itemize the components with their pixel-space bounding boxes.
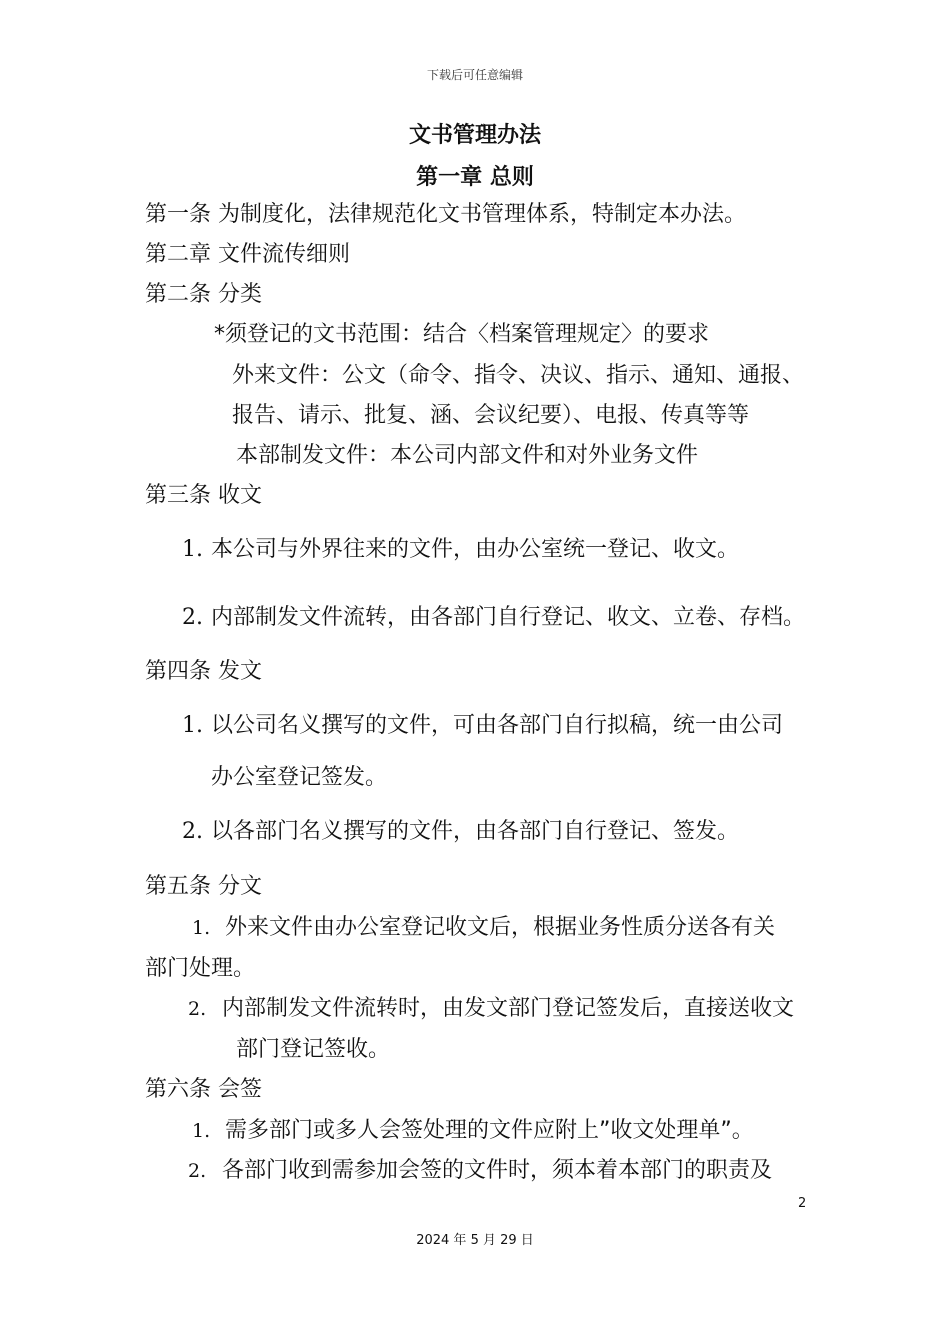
article-2-internal: 本部制发文件：本公司内部文件和对外业务文件 bbox=[236, 443, 699, 468]
article-5-item-1-continued: 部门处理。 bbox=[145, 956, 256, 981]
article-2-heading: 第二条 分类 bbox=[145, 282, 262, 307]
article-6-item-1-number: 1. bbox=[192, 1120, 211, 1142]
article-3-item-1-text: 本公司与外界往来的文件，由办公室统一登记、收文。 bbox=[211, 537, 740, 562]
page-number: 2 bbox=[798, 1196, 807, 1211]
article-4-item-1-continued: 办公室登记签发。 bbox=[211, 765, 388, 790]
article-3-item-1-number: 1. bbox=[182, 537, 203, 562]
article-3-heading: 第三条 收文 bbox=[145, 483, 262, 508]
article-4-item-2-number: 2. bbox=[182, 819, 203, 844]
article-5-heading: 第五条 分文 bbox=[145, 874, 262, 899]
article-1: 第一条 为制度化，法律规范化文书管理体系，特制定本办法。 bbox=[145, 202, 746, 227]
article-6-item-1-text: 需多部门或多人会签处理的文件应附上”收文处理单”。 bbox=[225, 1118, 754, 1143]
document-title: 文书管理办法 bbox=[408, 123, 541, 148]
article-6-heading: 第六条 会签 bbox=[145, 1077, 262, 1102]
article-2-scope: *须登记的文书范围：结合〈档案管理规定〉的要求 bbox=[214, 322, 710, 347]
article-3-item-2-number: 2. bbox=[182, 605, 203, 630]
article-4-item-2-text: 以各部门名义撰写的文件，由各部门自行登记、签发。 bbox=[211, 819, 740, 844]
article-6-item-2-text: 各部门收到需参加会签的文件时，须本着本部门的职责及 bbox=[222, 1158, 773, 1183]
article-4-item-1-number: 1. bbox=[182, 713, 203, 738]
chapter-1-heading: 第一章 总则 bbox=[416, 165, 534, 190]
article-5-item-2-number: 2. bbox=[188, 998, 207, 1020]
article-6-item-2-number: 2. bbox=[188, 1160, 207, 1182]
footer-date: 2024 年 5 月 29 日 bbox=[416, 1233, 534, 1248]
article-4-heading: 第四条 发文 bbox=[145, 659, 262, 684]
article-5-item-1-text: 外来文件由办公室登记收文后，根据业务性质分送各有关 bbox=[225, 915, 776, 940]
article-2-external-line-1: 外来文件：公文（命令、指令、决议、指示、通知、通报、 bbox=[232, 363, 805, 388]
article-4-item-1-text: 以公司名义撰写的文件，可由各部门自行拟稿，统一由公司 bbox=[211, 713, 784, 738]
article-2-external-line-2: 报告、请示、批复、涵、会议纪要）、电报、传真等等 bbox=[232, 403, 750, 428]
article-5-item-2-continued: 部门登记签收。 bbox=[236, 1037, 391, 1062]
header-note: 下载后可任意编辑 bbox=[426, 68, 523, 82]
article-3-item-2-text: 内部制发文件流转，由各部门自行登记、收文、立卷、存档。 bbox=[211, 605, 806, 630]
article-5-item-2-text: 内部制发文件流转时，由发文部门登记签发后，直接送收文 bbox=[222, 996, 795, 1021]
chapter-2-heading: 第二章 文件流传细则 bbox=[145, 242, 350, 267]
article-5-item-1-number: 1. bbox=[192, 917, 211, 939]
